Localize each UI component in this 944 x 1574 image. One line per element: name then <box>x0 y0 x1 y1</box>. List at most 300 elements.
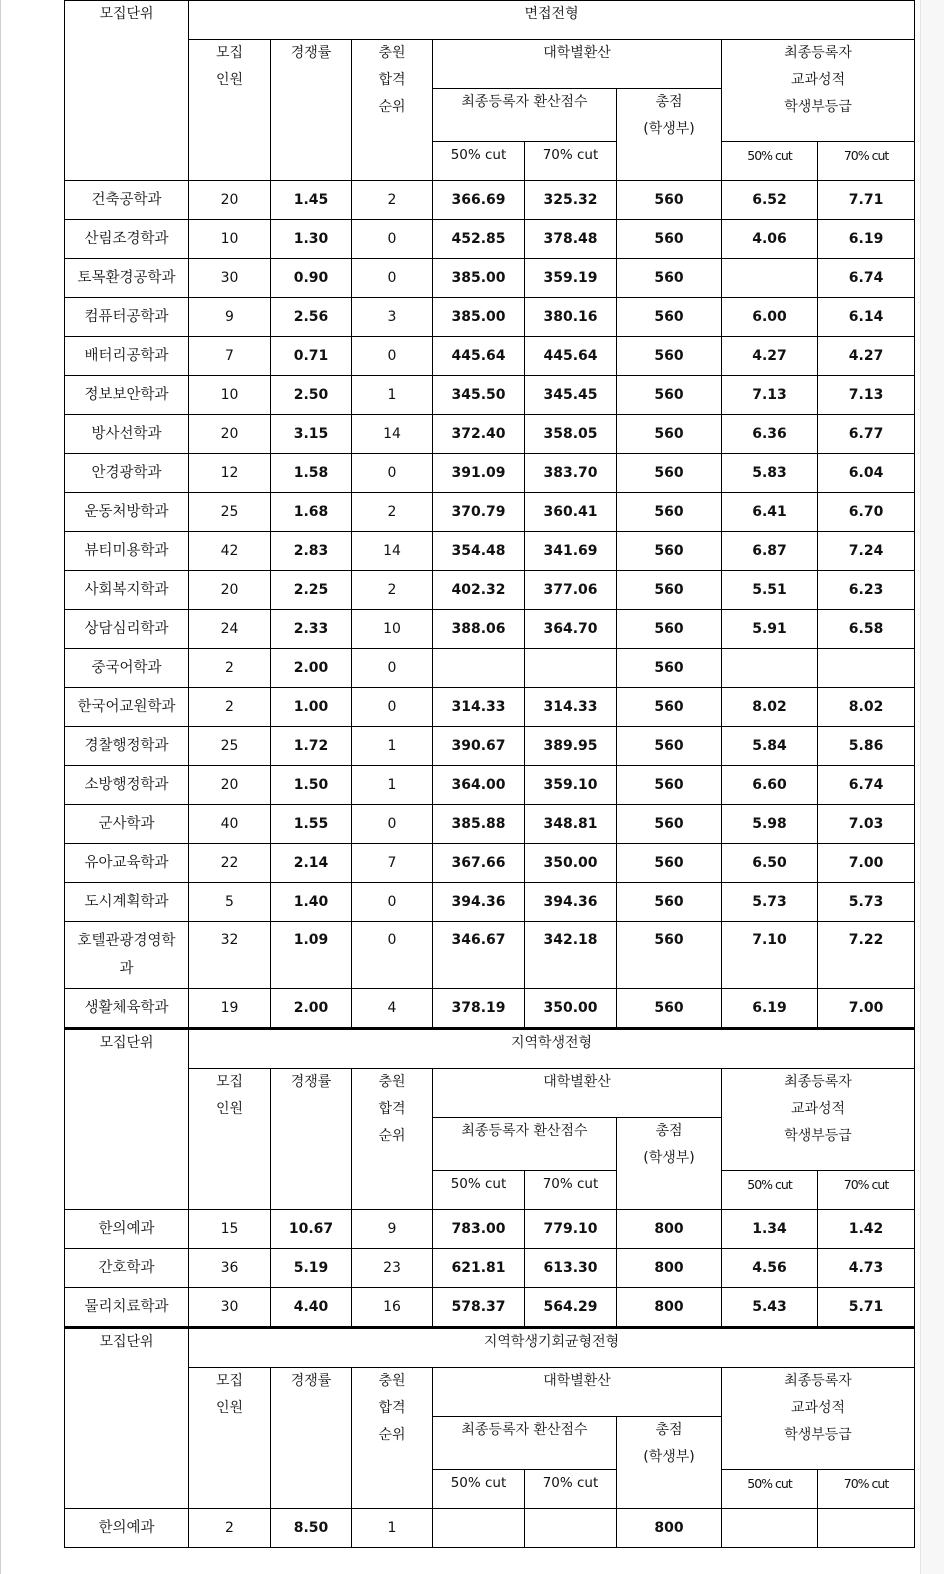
total-score-cell: 560 <box>617 571 722 610</box>
competition-ratio-cell: 1.09 <box>271 922 352 989</box>
header-final-conv-score: 최종등록자 환산점수 <box>433 89 617 142</box>
grade-cut50-cell <box>722 1509 818 1548</box>
grade-cut70-cell: 6.19 <box>818 220 915 259</box>
dept-name: 한국어교원학과 <box>65 688 189 727</box>
header-quota-line2: 인원 <box>215 1101 244 1117</box>
section-title: 지역학생전형 <box>189 1029 915 1069</box>
waitlist-rank-cell: 0 <box>352 454 433 493</box>
conv-cut70-cell <box>525 649 617 688</box>
table-row <box>65 454 915 493</box>
grade-cut50-cell: 7.10 <box>722 922 818 989</box>
table-row <box>65 571 915 610</box>
grade-cut50-cell: 4.56 <box>722 1249 818 1288</box>
dept-name: 산림조경학과 <box>65 220 189 259</box>
header-final-grade-line3: 학생부등급 <box>784 1427 852 1443</box>
grade-cut70-cell: 6.74 <box>818 259 915 298</box>
header-waitlist-line3: 순위 <box>378 1427 406 1443</box>
quota-cell: 20 <box>189 181 271 220</box>
grade-cut70-cell: 7.03 <box>818 805 915 844</box>
section-title: 지역학생기회균형전형 <box>189 1328 915 1368</box>
dept-name: 한의예과 <box>65 1509 189 1548</box>
dept-name: 간호학과 <box>65 1249 189 1288</box>
quota-cell: 2 <box>189 649 271 688</box>
table-row <box>65 922 915 989</box>
conv-cut70-cell: 779.10 <box>525 1210 617 1249</box>
competition-ratio-cell: 0.90 <box>271 259 352 298</box>
quota-cell: 36 <box>189 1249 271 1288</box>
waitlist-rank-cell: 3 <box>352 298 433 337</box>
table-row <box>65 493 915 532</box>
header-quota-line1: 모집 <box>215 45 244 61</box>
header-grade-cut50: 50% cut <box>722 1171 818 1210</box>
total-score-cell: 560 <box>617 220 722 259</box>
competition-ratio-cell: 5.19 <box>271 1249 352 1288</box>
dept-name: 사회복지학과 <box>65 571 189 610</box>
header-waitlist-line2: 합격 <box>378 1400 406 1416</box>
conv-cut50-cell: 445.64 <box>433 337 525 376</box>
quota-cell: 30 <box>189 1288 271 1327</box>
header-conv-cut50: 50% cut <box>433 1171 525 1210</box>
table-row <box>65 1249 915 1288</box>
waitlist-rank-cell: 14 <box>352 415 433 454</box>
grade-cut70-cell: 5.73 <box>818 883 915 922</box>
waitlist-rank-cell: 4 <box>352 989 433 1028</box>
grade-cut50-cell: 8.02 <box>722 688 818 727</box>
header-waitlist-line1: 충원 <box>378 45 406 61</box>
conv-cut50-cell: 452.85 <box>433 220 525 259</box>
grade-cut50-cell: 5.51 <box>722 571 818 610</box>
dept-name: 토목환경공학과 <box>65 259 189 298</box>
conv-cut70-cell: 325.32 <box>525 181 617 220</box>
conv-cut70-cell: 389.95 <box>525 727 617 766</box>
total-score-cell: 560 <box>617 376 722 415</box>
total-score-cell: 560 <box>617 766 722 805</box>
competition-ratio-cell: 2.00 <box>271 649 352 688</box>
competition-ratio-cell: 8.50 <box>271 1509 352 1548</box>
grade-cut50-cell: 6.36 <box>722 415 818 454</box>
dept-name: 호텔관광경영학과 <box>65 922 189 989</box>
table-row <box>65 610 915 649</box>
table-row <box>65 883 915 922</box>
conv-cut50-cell: 354.48 <box>433 532 525 571</box>
conv-cut50-cell: 345.50 <box>433 376 525 415</box>
grade-cut70-cell: 6.70 <box>818 493 915 532</box>
header-quota-line1: 모집 <box>215 1074 244 1090</box>
section-rows <box>65 181 915 1028</box>
admission-section-table <box>64 1327 915 1548</box>
header-waitlist-line3: 순위 <box>378 99 406 115</box>
conv-cut70-cell: 364.70 <box>525 610 617 649</box>
grade-cut70-cell: 7.71 <box>818 181 915 220</box>
dept-name: 한의예과 <box>65 1210 189 1249</box>
dept-name: 중국어학과 <box>65 649 189 688</box>
table-row <box>65 1288 915 1327</box>
grade-cut50-cell: 4.06 <box>722 220 818 259</box>
quota-cell: 9 <box>189 298 271 337</box>
header-unit: 모집단위 <box>65 1029 189 1210</box>
conv-cut50-cell: 390.67 <box>433 727 525 766</box>
waitlist-rank-cell: 0 <box>352 337 433 376</box>
left-edge-line <box>0 0 1 1574</box>
conv-cut50-cell: 391.09 <box>433 454 525 493</box>
admission-section-table <box>64 1028 915 1327</box>
table-row <box>65 989 915 1028</box>
grade-cut70-cell: 7.00 <box>818 989 915 1028</box>
header-final-grade-line1: 최종등록자 <box>784 1074 852 1090</box>
dept-name: 소방행정학과 <box>65 766 189 805</box>
dept-name: 배터리공학과 <box>65 337 189 376</box>
competition-ratio-cell: 1.55 <box>271 805 352 844</box>
grade-cut50-cell: 6.50 <box>722 844 818 883</box>
competition-ratio-cell: 2.00 <box>271 989 352 1028</box>
competition-ratio-cell: 2.33 <box>271 610 352 649</box>
competition-ratio-cell: 2.83 <box>271 532 352 571</box>
section-rows <box>65 1210 915 1327</box>
header-total-line1: 총점 <box>655 1123 683 1139</box>
grade-cut70-cell: 5.86 <box>818 727 915 766</box>
quota-cell: 40 <box>189 805 271 844</box>
waitlist-rank-cell: 23 <box>352 1249 433 1288</box>
grade-cut70-cell: 6.14 <box>818 298 915 337</box>
table-row <box>65 220 915 259</box>
quota-cell: 10 <box>189 376 271 415</box>
grade-cut70-cell <box>818 1509 915 1548</box>
quota-cell: 10 <box>189 220 271 259</box>
total-score-cell: 560 <box>617 727 722 766</box>
dept-name: 방사선학과 <box>65 415 189 454</box>
waitlist-rank-cell: 14 <box>352 532 433 571</box>
conv-cut70-cell: 358.05 <box>525 415 617 454</box>
dept-name: 상담심리학과 <box>65 610 189 649</box>
conv-cut70-cell: 445.64 <box>525 337 617 376</box>
conv-cut70-cell: 341.69 <box>525 532 617 571</box>
conv-cut70-cell <box>525 1509 617 1548</box>
dept-name: 유아교육학과 <box>65 844 189 883</box>
header-final-grade-line3: 학생부등급 <box>784 99 852 115</box>
total-score-cell: 560 <box>617 259 722 298</box>
waitlist-rank-cell: 0 <box>352 805 433 844</box>
grade-cut70-cell: 7.22 <box>818 922 915 989</box>
conv-cut50-cell <box>433 649 525 688</box>
quota-cell: 30 <box>189 259 271 298</box>
table-row <box>65 415 915 454</box>
quota-cell: 25 <box>189 493 271 532</box>
grade-cut70-cell: 1.42 <box>818 1210 915 1249</box>
conv-cut50-cell: 346.67 <box>433 922 525 989</box>
table-row <box>65 805 915 844</box>
grade-cut50-cell: 6.00 <box>722 298 818 337</box>
dept-name: 생활체육학과 <box>65 989 189 1028</box>
header-conv-cut70: 70% cut <box>525 1470 617 1509</box>
grade-cut70-cell: 6.58 <box>818 610 915 649</box>
header-final-grade <box>722 40 915 142</box>
conv-cut70-cell: 383.70 <box>525 454 617 493</box>
header-total-line1: 총점 <box>655 1422 683 1438</box>
waitlist-rank-cell: 2 <box>352 571 433 610</box>
dept-name: 건축공학과 <box>65 181 189 220</box>
table-row <box>65 259 915 298</box>
conv-cut50-cell <box>433 1509 525 1548</box>
table-row <box>65 727 915 766</box>
header-total-line2: (학생부) <box>643 121 695 137</box>
conv-cut50-cell: 385.88 <box>433 805 525 844</box>
total-score-cell: 560 <box>617 649 722 688</box>
competition-ratio-cell: 1.40 <box>271 883 352 922</box>
conv-cut70-cell: 394.36 <box>525 883 617 922</box>
waitlist-rank-cell: 1 <box>352 766 433 805</box>
header-total-line1: 총점 <box>655 94 683 110</box>
grade-cut50-cell: 6.60 <box>722 766 818 805</box>
conv-cut70-cell: 342.18 <box>525 922 617 989</box>
header-total-score <box>617 89 722 181</box>
header-waitlist-line2: 합격 <box>378 72 406 88</box>
dept-name: 정보보안학과 <box>65 376 189 415</box>
conv-cut50-cell: 783.00 <box>433 1210 525 1249</box>
grade-cut50-cell <box>722 259 818 298</box>
header-unit: 모집단위 <box>65 1 189 181</box>
table-row <box>65 844 915 883</box>
table-row <box>65 337 915 376</box>
conv-cut70-cell: 350.00 <box>525 844 617 883</box>
grade-cut50-cell: 5.91 <box>722 610 818 649</box>
competition-ratio-cell: 0.71 <box>271 337 352 376</box>
total-score-cell: 800 <box>617 1288 722 1327</box>
header-quota-line1: 모집 <box>215 1373 244 1389</box>
conv-cut70-cell: 613.30 <box>525 1249 617 1288</box>
total-score-cell: 560 <box>617 989 722 1028</box>
conv-cut50-cell: 388.06 <box>433 610 525 649</box>
grade-cut70-cell <box>818 649 915 688</box>
dept-name: 뷰티미용학과 <box>65 532 189 571</box>
header-conv-cut50: 50% cut <box>433 142 525 181</box>
grade-cut50-cell: 5.83 <box>722 454 818 493</box>
total-score-cell: 560 <box>617 805 722 844</box>
waitlist-rank-cell: 10 <box>352 610 433 649</box>
conv-cut70-cell: 564.29 <box>525 1288 617 1327</box>
section-rows <box>65 1509 915 1548</box>
dept-name: 안경광학과 <box>65 454 189 493</box>
quota-cell: 22 <box>189 844 271 883</box>
grade-cut50-cell: 5.84 <box>722 727 818 766</box>
total-score-cell: 560 <box>617 337 722 376</box>
conv-cut70-cell: 360.41 <box>525 493 617 532</box>
grade-cut50-cell: 5.98 <box>722 805 818 844</box>
grade-cut50-cell: 4.27 <box>722 337 818 376</box>
waitlist-rank-cell: 1 <box>352 727 433 766</box>
waitlist-rank-cell: 0 <box>352 922 433 989</box>
competition-ratio-cell: 1.45 <box>271 181 352 220</box>
conv-cut70-cell: 359.19 <box>525 259 617 298</box>
conv-cut50-cell: 402.32 <box>433 571 525 610</box>
total-score-cell: 560 <box>617 454 722 493</box>
admission-results-document <box>64 0 914 1548</box>
table-row <box>65 1509 915 1548</box>
competition-ratio-cell: 1.50 <box>271 766 352 805</box>
waitlist-rank-cell: 0 <box>352 688 433 727</box>
grade-cut50-cell: 5.73 <box>722 883 818 922</box>
header-waitlist-line1: 충원 <box>378 1373 406 1389</box>
table-row <box>65 298 915 337</box>
header-univ-conversion: 대학별환산 <box>433 1368 722 1417</box>
header-final-grade <box>722 1368 915 1470</box>
header-waitlist-rank <box>352 1069 433 1210</box>
competition-ratio-cell: 10.67 <box>271 1210 352 1249</box>
header-final-grade <box>722 1069 915 1171</box>
grade-cut50-cell: 5.43 <box>722 1288 818 1327</box>
grade-cut70-cell: 4.73 <box>818 1249 915 1288</box>
header-grade-cut70: 70% cut <box>818 142 915 181</box>
total-score-cell: 560 <box>617 844 722 883</box>
total-score-cell: 800 <box>617 1509 722 1548</box>
dept-name: 군사학과 <box>65 805 189 844</box>
header-quota <box>189 1368 271 1509</box>
grade-cut70-cell: 8.02 <box>818 688 915 727</box>
grade-cut70-cell: 7.24 <box>818 532 915 571</box>
conv-cut70-cell: 359.10 <box>525 766 617 805</box>
competition-ratio-cell: 1.68 <box>271 493 352 532</box>
quota-cell: 20 <box>189 415 271 454</box>
scrollbar-track[interactable] <box>920 0 944 1574</box>
grade-cut50-cell: 1.34 <box>722 1210 818 1249</box>
conv-cut50-cell: 367.66 <box>433 844 525 883</box>
competition-ratio-cell: 3.15 <box>271 415 352 454</box>
header-waitlist-line2: 합격 <box>378 1101 406 1117</box>
competition-ratio-cell: 4.40 <box>271 1288 352 1327</box>
grade-cut70-cell: 6.74 <box>818 766 915 805</box>
quota-cell: 7 <box>189 337 271 376</box>
dept-name: 도시계획학과 <box>65 883 189 922</box>
header-ratio: 경쟁률 <box>271 1069 352 1210</box>
header-conv-cut70: 70% cut <box>525 142 617 181</box>
header-quota <box>189 1069 271 1210</box>
competition-ratio-cell: 2.56 <box>271 298 352 337</box>
quota-cell: 12 <box>189 454 271 493</box>
waitlist-rank-cell: 1 <box>352 376 433 415</box>
header-univ-conversion: 대학별환산 <box>433 40 722 89</box>
conv-cut70-cell: 380.16 <box>525 298 617 337</box>
conv-cut70-cell: 345.45 <box>525 376 617 415</box>
competition-ratio-cell: 2.25 <box>271 571 352 610</box>
table-row <box>65 532 915 571</box>
total-score-cell: 560 <box>617 610 722 649</box>
conv-cut70-cell: 378.48 <box>525 220 617 259</box>
dept-name: 운동처방학과 <box>65 493 189 532</box>
table-row <box>65 376 915 415</box>
header-univ-conversion: 대학별환산 <box>433 1069 722 1118</box>
competition-ratio-cell: 1.58 <box>271 454 352 493</box>
conv-cut50-cell: 385.00 <box>433 259 525 298</box>
grade-cut70-cell: 6.04 <box>818 454 915 493</box>
header-final-grade-line3: 학생부등급 <box>784 1128 852 1144</box>
quota-cell: 2 <box>189 1509 271 1548</box>
conv-cut50-cell: 621.81 <box>433 1249 525 1288</box>
quota-cell: 2 <box>189 688 271 727</box>
header-final-grade-line2: 교과성적 <box>790 1400 846 1416</box>
waitlist-rank-cell: 2 <box>352 181 433 220</box>
competition-ratio-cell: 1.72 <box>271 727 352 766</box>
waitlist-rank-cell: 16 <box>352 1288 433 1327</box>
waitlist-rank-cell: 1 <box>352 1509 433 1548</box>
conv-cut50-cell: 394.36 <box>433 883 525 922</box>
total-score-cell: 560 <box>617 415 722 454</box>
dept-name: 물리치료학과 <box>65 1288 189 1327</box>
header-final-conv-score: 최종등록자 환산점수 <box>433 1417 617 1470</box>
quota-cell: 25 <box>189 727 271 766</box>
total-score-cell: 560 <box>617 493 722 532</box>
table-row <box>65 181 915 220</box>
header-total-score <box>617 1417 722 1509</box>
conv-cut70-cell: 377.06 <box>525 571 617 610</box>
header-final-conv-score: 최종등록자 환산점수 <box>433 1118 617 1171</box>
header-grade-cut50: 50% cut <box>722 142 818 181</box>
conv-cut50-cell: 364.00 <box>433 766 525 805</box>
header-final-grade-line2: 교과성적 <box>791 72 846 88</box>
conv-cut50-cell: 314.33 <box>433 688 525 727</box>
waitlist-rank-cell: 7 <box>352 844 433 883</box>
conv-cut70-cell: 348.81 <box>525 805 617 844</box>
grade-cut50-cell: 6.52 <box>722 181 818 220</box>
total-score-cell: 800 <box>617 1210 722 1249</box>
header-quota <box>189 40 271 181</box>
sections-container <box>64 0 914 1548</box>
table-row <box>65 766 915 805</box>
waitlist-rank-cell: 0 <box>352 259 433 298</box>
header-conv-cut50: 50% cut <box>433 1470 525 1509</box>
grade-cut70-cell: 4.27 <box>818 337 915 376</box>
table-row <box>65 649 915 688</box>
quota-cell: 20 <box>189 571 271 610</box>
grade-cut70-cell: 6.77 <box>818 415 915 454</box>
grade-cut50-cell: 7.13 <box>722 376 818 415</box>
total-score-cell: 560 <box>617 883 722 922</box>
waitlist-rank-cell: 0 <box>352 220 433 259</box>
grade-cut70-cell: 6.23 <box>818 571 915 610</box>
header-unit: 모집단위 <box>65 1328 189 1509</box>
conv-cut50-cell: 370.79 <box>433 493 525 532</box>
header-quota-line2: 인원 <box>215 72 244 88</box>
total-score-cell: 560 <box>617 688 722 727</box>
conv-cut50-cell: 378.19 <box>433 989 525 1028</box>
waitlist-rank-cell: 2 <box>352 493 433 532</box>
header-grade-cut70: 70% cut <box>818 1470 915 1509</box>
quota-cell: 24 <box>189 610 271 649</box>
header-waitlist-line1: 충원 <box>378 1074 406 1090</box>
grade-cut70-cell: 5.71 <box>818 1288 915 1327</box>
total-score-cell: 560 <box>617 532 722 571</box>
grade-cut70-cell: 7.00 <box>818 844 915 883</box>
header-grade-cut50: 50% cut <box>722 1470 818 1509</box>
header-final-grade-line1: 최종등록자 <box>784 45 852 61</box>
header-waitlist-rank <box>352 1368 433 1509</box>
grade-cut50-cell: 6.41 <box>722 493 818 532</box>
quota-cell: 15 <box>189 1210 271 1249</box>
waitlist-rank-cell: 0 <box>352 649 433 688</box>
total-score-cell: 560 <box>617 181 722 220</box>
conv-cut70-cell: 314.33 <box>525 688 617 727</box>
header-waitlist-rank <box>352 40 433 181</box>
header-waitlist-line3: 순위 <box>378 1128 406 1144</box>
header-total-line2: (학생부) <box>643 1449 695 1465</box>
header-ratio: 경쟁률 <box>271 40 352 181</box>
grade-cut70-cell: 7.13 <box>818 376 915 415</box>
competition-ratio-cell: 2.14 <box>271 844 352 883</box>
header-ratio: 경쟁률 <box>271 1368 352 1509</box>
header-grade-cut70: 70% cut <box>818 1171 915 1210</box>
grade-cut50-cell: 6.19 <box>722 989 818 1028</box>
grade-cut50-cell: 6.87 <box>722 532 818 571</box>
quota-cell: 5 <box>189 883 271 922</box>
table-row <box>65 688 915 727</box>
